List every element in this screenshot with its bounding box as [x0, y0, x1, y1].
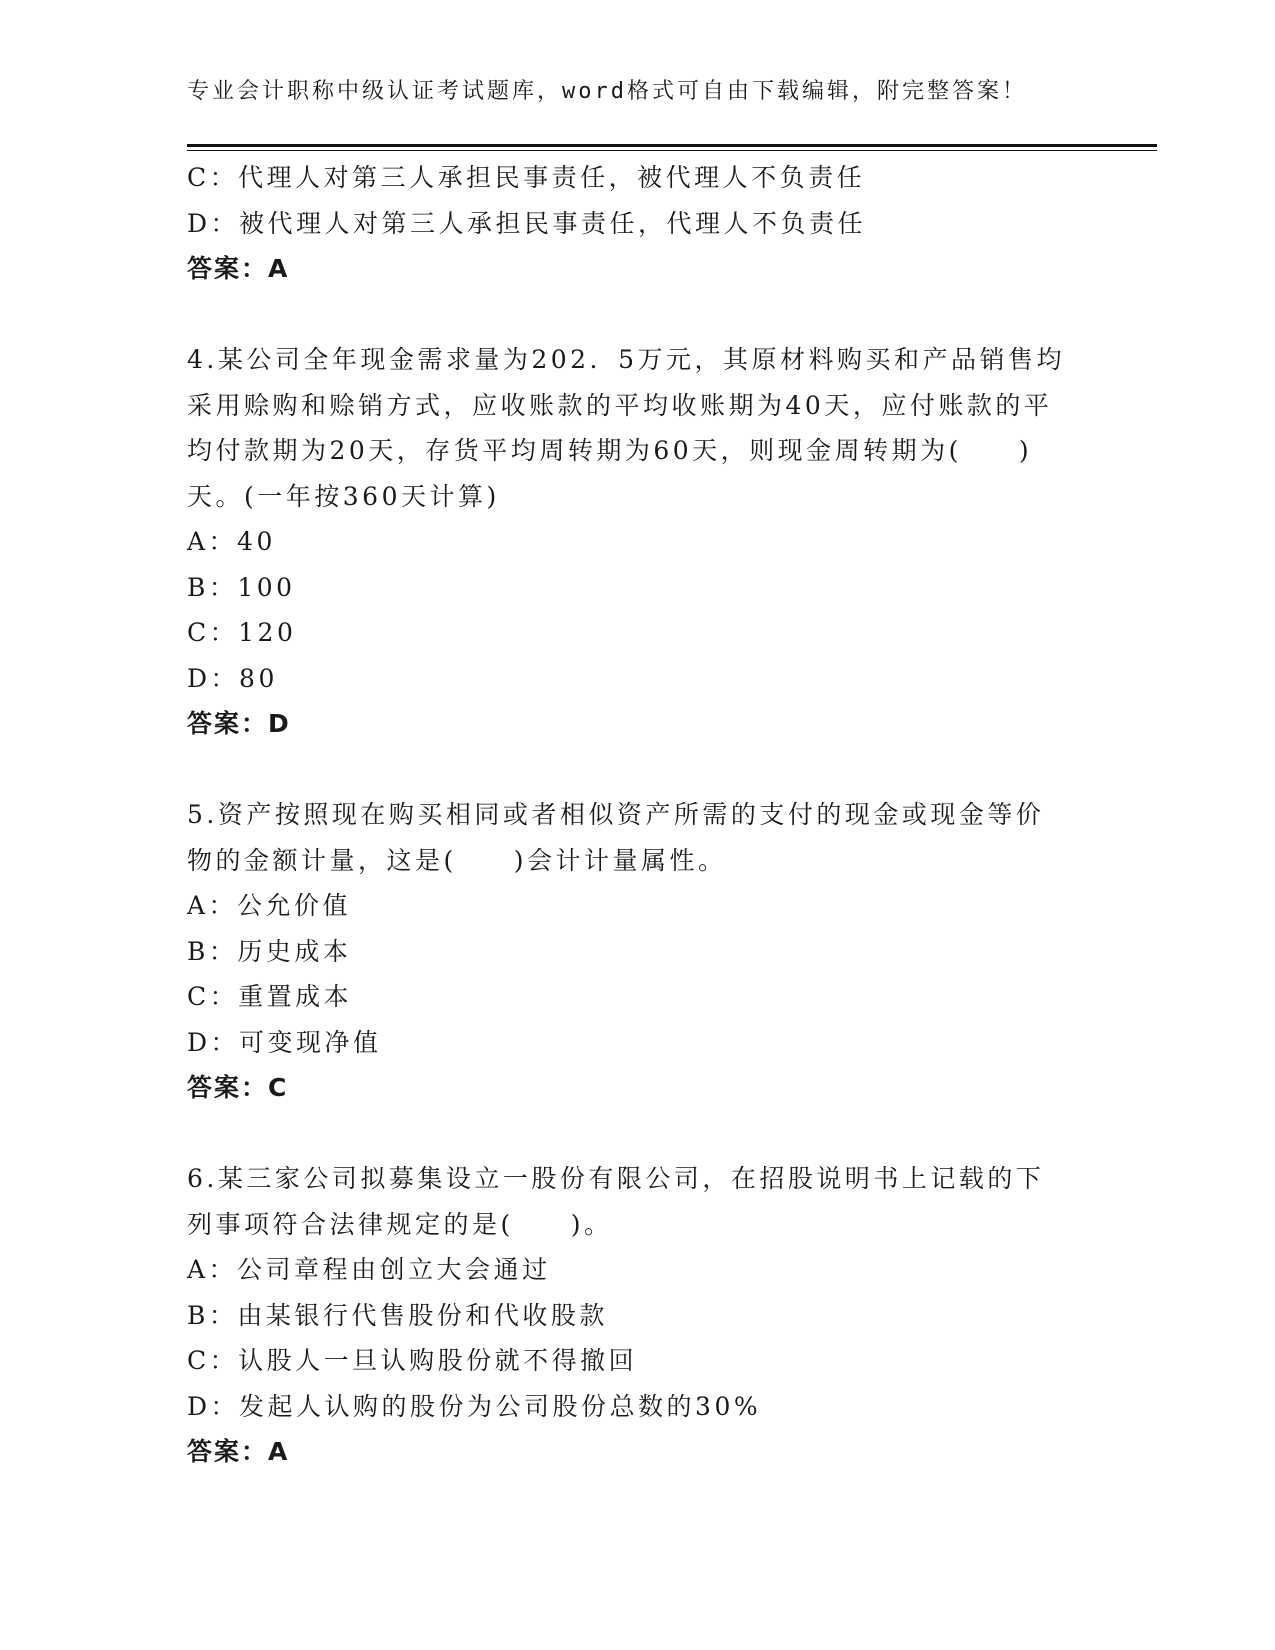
question-block-4 — [187, 337, 1087, 747]
option-c: C：重置成本 — [187, 982, 353, 1011]
header-rule-thin — [187, 150, 1157, 151]
question-text-line: 4.某公司全年现金需求量为202．5万元，其原材料购买和产品销售均 — [187, 345, 1065, 374]
answer-label: 答案：C — [187, 1073, 289, 1102]
spacer — [187, 747, 1087, 793]
question-text-line: 物的金额计量，这是( )会计计量属性。 — [187, 845, 727, 875]
option-d: D：可变现净值 — [187, 1027, 382, 1057]
question-text-line: 6.某三家公司拟募集设立一股份有限公司，在招股说明书上记载的下 — [187, 1164, 1045, 1193]
option-c: C：120 — [187, 618, 297, 647]
question-text-line: 5.资产按照现在购买相同或者相似资产所需的支付的现金或现金等价 — [187, 800, 1045, 829]
question-text-line: 采用赊购和赊销方式，应收账款的平均收账期为40天，应付账款的平 — [187, 390, 1053, 420]
question-text-line: 天。(一年按360天计算) — [187, 481, 500, 511]
answer-label: 答案：A — [187, 1437, 290, 1466]
question-block-6 — [187, 1156, 1087, 1475]
spacer — [187, 292, 1087, 338]
option-b: B：100 — [187, 572, 296, 602]
document-body — [187, 155, 1087, 1475]
option-c: C：代理人对第三人承担民事责任，被代理人不负责任 — [187, 163, 866, 192]
option-b: B：历史成本 — [187, 936, 352, 966]
page-header: 专业会计职称中级认证考试题库，word格式可自由下载编辑，附完整答案！ — [187, 79, 1027, 104]
option-b: B：由某银行代售股份和代收股款 — [187, 1300, 608, 1330]
question-text-line: 均付款期为20天，存货平均周转期为60天，则现金周转期为( ) — [187, 436, 1033, 465]
option-d: D：被代理人对第三人承担民事责任，代理人不负责任 — [187, 208, 867, 238]
question-block-5 — [187, 792, 1087, 1111]
spacer — [187, 1111, 1087, 1157]
header-rule-thick — [187, 144, 1157, 147]
option-a: A：公允价值 — [187, 891, 352, 920]
option-d: D：80 — [187, 663, 278, 693]
option-a: A：40 — [187, 527, 276, 556]
option-a: A：公司章程由创立大会通过 — [187, 1255, 551, 1284]
option-d: D：发起人认购的股份为公司股份总数的30% — [187, 1391, 762, 1421]
question-text-line: 列事项符合法律规定的是( )。 — [187, 1209, 613, 1239]
option-c: C：认股人一旦认购股份就不得撤回 — [187, 1346, 638, 1375]
answer-label: 答案：A — [187, 254, 290, 283]
answer-label: 答案：D — [187, 709, 291, 738]
prev-question-block — [187, 155, 1087, 292]
